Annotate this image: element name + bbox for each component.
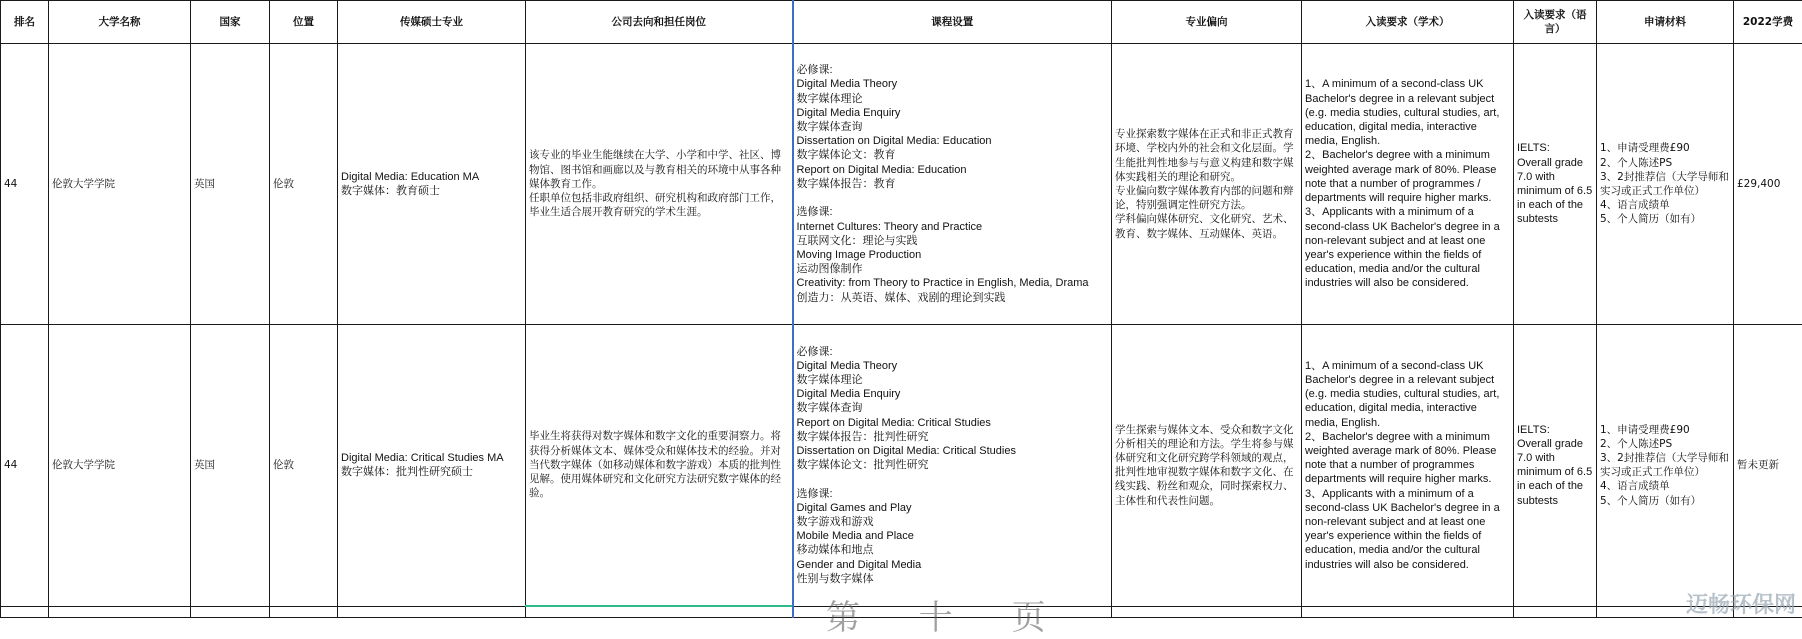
page-number-mark: 第 十 页 xyxy=(826,590,1070,639)
empty-cell[interactable] xyxy=(1,606,49,618)
rank-cell[interactable]: 44 xyxy=(1,44,49,325)
major-cell[interactable] xyxy=(338,325,526,607)
material-line: 3、2封推荐信（大学导师和实习或正式工作单位） xyxy=(1600,170,1730,198)
material-line: 5、个人简历（如有） xyxy=(1600,212,1730,226)
material-line: 3、2封推荐信（大学导师和实习或正式工作单位） xyxy=(1600,451,1730,479)
course-line: 必修课: xyxy=(797,63,1109,77)
header-row xyxy=(1,1,1802,44)
material-line: 4、语言成绩单 xyxy=(1600,198,1730,212)
academic-req-cell[interactable] xyxy=(1302,44,1514,325)
focus-line: 专业偏向数字媒体教育内部的问题和辩论，特别强调定性研究方法。 xyxy=(1115,184,1298,212)
empty-cell[interactable] xyxy=(338,606,526,618)
table-row xyxy=(1,44,1802,325)
header-cell[interactable]: 入读要求（语言） xyxy=(1514,1,1597,44)
course-line: 数字媒体报告：批判性研究 xyxy=(797,430,1109,444)
material-line: 1、申请受理费£90 xyxy=(1600,141,1730,155)
course-line: 数字媒体查询 xyxy=(797,401,1109,415)
courses-cell[interactable] xyxy=(793,44,1112,325)
country-cell[interactable]: 英国 xyxy=(191,44,270,325)
course-line: 移动媒体和地点 xyxy=(797,543,1109,557)
course-line: 数字媒体理论 xyxy=(797,373,1109,387)
selected-cell[interactable] xyxy=(526,606,793,618)
location-cell[interactable]: 伦敦 xyxy=(270,44,338,325)
empty-cell[interactable] xyxy=(1514,606,1597,618)
course-line: Creativity: from Theory to Practice in English, Media, Drama xyxy=(797,276,1109,290)
focus-line: 学科偏向媒体研究、文化研究、艺术、教育、数字媒体、互动媒体、英语。 xyxy=(1115,212,1298,240)
major-line: Digital Media: Education MA xyxy=(341,170,522,184)
course-line: Report on Digital Media: Education xyxy=(797,163,1109,177)
career-line: 任职单位包括非政府组织、研究机构和政府部门工作，毕业生适合展开教育研究的学术生涯。 xyxy=(529,191,789,219)
course-line: 数字媒体理论 xyxy=(797,92,1109,106)
header-cell[interactable]: 国家 xyxy=(191,1,270,44)
course-line: 创造力：从英语、媒体、戏剧的理论到实践 xyxy=(797,291,1109,305)
course-line: Internet Cultures: Theory and Practice xyxy=(797,220,1109,234)
focus-cell[interactable] xyxy=(1112,325,1302,607)
course-line: 数字媒体报告：教育 xyxy=(797,177,1109,191)
header-cell[interactable]: 课程设置 xyxy=(793,1,1112,44)
focus-line: 学生探索与媒体文本、受众和数字文化分析相关的理论和方法。学生将参与媒体研究和文化研究跨学科领域的观点，批判性地审视数字媒体和数字文化、在线实践、粉丝和观众，同时探索权力、主体性和代表性问题。 xyxy=(1115,423,1298,508)
materials-cell[interactable] xyxy=(1597,325,1734,607)
course-line: 选修课: xyxy=(797,205,1109,219)
course-line: 必修课: xyxy=(797,345,1109,359)
material-line: 1、申请受理费£90 xyxy=(1600,423,1730,437)
watermark: 迈畅环保网 xyxy=(1686,588,1796,619)
major-line: Digital Media: Critical Studies MA xyxy=(341,451,522,465)
fee-cell[interactable]: 暂未更新 xyxy=(1734,325,1802,607)
course-line: Digital Media Theory xyxy=(797,359,1109,373)
course-line: Digital Games and Play xyxy=(797,501,1109,515)
career-cell[interactable] xyxy=(526,325,793,607)
table-row xyxy=(1,325,1802,607)
header-cell[interactable]: 申请材料 xyxy=(1597,1,1734,44)
header-cell[interactable]: 入读要求（学术） xyxy=(1302,1,1514,44)
course-line: Digital Media Theory xyxy=(797,77,1109,91)
course-line: Mobile Media and Place xyxy=(797,529,1109,543)
material-line: 2、个人陈述PS xyxy=(1600,437,1730,451)
language-req-cell[interactable] xyxy=(1514,44,1597,325)
course-line: 数字媒体论文：批判性研究 xyxy=(797,458,1109,472)
fee-cell[interactable]: £29,400 xyxy=(1734,44,1802,325)
course-line: Report on Digital Media: Critical Studies xyxy=(797,416,1109,430)
material-line: 2、个人陈述PS xyxy=(1600,156,1730,170)
academic-line: 2、Bachelor's degree with a minimum weighted average mark of 80%. Please note that a number of programmes / departments will require higher marks. xyxy=(1305,148,1510,205)
career-line: 毕业生将获得对数字媒体和数字文化的重要洞察力。将获得分析媒体文本、媒体受众和媒体技术的经验。并对当代数字媒体（如移动媒体和数字游戏）本质的批判性见解。使用媒体研究和文化研究方法研究数字媒体的经验。 xyxy=(529,429,789,500)
course-line: 选修课: xyxy=(797,487,1109,501)
university-cell[interactable]: 伦敦大学学院 xyxy=(49,44,191,325)
language-line: Overall grade 7.0 with minimum of 6.5 in each of the subtests xyxy=(1517,156,1593,227)
location-cell[interactable]: 伦敦 xyxy=(270,325,338,607)
course-line: Moving Image Production xyxy=(797,248,1109,262)
empty-cell[interactable] xyxy=(270,606,338,618)
language-line: IELTS: xyxy=(1517,141,1593,155)
major-line: 数字媒体：教育硕士 xyxy=(341,184,522,198)
course-line: Digital Media Enquiry xyxy=(797,387,1109,401)
header-cell[interactable]: 公司去向和担任岗位 xyxy=(526,1,793,44)
course-line xyxy=(797,472,1109,486)
header-cell[interactable]: 2022学费 xyxy=(1734,1,1802,44)
focus-cell[interactable] xyxy=(1112,44,1302,325)
academic-line: 3、Applicants with a minimum of a second-class UK Bachelor's degree in a non-relevant subject and at least one year's experience within the fields of education, media and/or the cultural industries will also be considered. xyxy=(1305,487,1510,572)
course-line: 运动图像制作 xyxy=(797,262,1109,276)
header-cell[interactable]: 大学名称 xyxy=(49,1,191,44)
course-line: Gender and Digital Media xyxy=(797,558,1109,572)
academic-line: 2、Bachelor's degree with a minimum weighted average mark of 80%. Please note that a number of programmes departments will require higher marks. xyxy=(1305,430,1510,487)
header-cell[interactable]: 位置 xyxy=(270,1,338,44)
course-line: Dissertation on Digital Media: Education xyxy=(797,134,1109,148)
material-line: 5、个人简历（如有） xyxy=(1600,494,1730,508)
university-cell[interactable]: 伦敦大学学院 xyxy=(49,325,191,607)
major-line: 数字媒体：批判性研究硕士 xyxy=(341,465,522,479)
empty-cell[interactable] xyxy=(191,606,270,618)
courses-cell[interactable] xyxy=(793,325,1112,607)
major-cell[interactable] xyxy=(338,44,526,325)
language-line: Overall grade 7.0 with minimum of 6.5 in each of the subtests xyxy=(1517,437,1593,508)
course-line: Dissertation on Digital Media: Critical Studies xyxy=(797,444,1109,458)
course-line: 互联网文化：理论与实践 xyxy=(797,234,1109,248)
empty-cell[interactable] xyxy=(49,606,191,618)
header-cell[interactable]: 排名 xyxy=(1,1,49,44)
academic-line: 3、Applicants with a minimum of a second-class UK Bachelor's degree in a non-relevant subject and at least one year's experience within the fields of education, media and/or the cultural industries will also be considered. xyxy=(1305,205,1510,290)
language-line: IELTS: xyxy=(1517,423,1593,437)
rank-cell[interactable]: 44 xyxy=(1,325,49,607)
course-line: 数字媒体论文：教育 xyxy=(797,148,1109,162)
empty-cell[interactable] xyxy=(1112,606,1302,618)
country-cell[interactable]: 英国 xyxy=(191,325,270,607)
course-line: 数字媒体查询 xyxy=(797,120,1109,134)
course-line: 数字游戏和游戏 xyxy=(797,515,1109,529)
academic-req-cell[interactable] xyxy=(1302,325,1514,607)
career-cell[interactable] xyxy=(526,44,793,325)
language-req-cell[interactable] xyxy=(1514,325,1597,607)
academic-line: 1、A minimum of a second-class UK Bachelor's degree in a relevant subject (e.g. media studies, cultural studies, art, education, digital media, interactive media, English. xyxy=(1305,359,1510,430)
academic-line: 1、A minimum of a second-class UK Bachelor's degree in a relevant subject (e.g. media studies, cultural studies, art, education, digital media, interactive media, English. xyxy=(1305,77,1510,148)
header-cell[interactable]: 专业偏向 xyxy=(1112,1,1302,44)
empty-cell[interactable] xyxy=(1302,606,1514,618)
career-line: 该专业的毕业生能继续在大学、小学和中学、社区、博物馆、图书馆和画廊以及与教育相关的环境中从事各种媒体教育工作。 xyxy=(529,148,789,191)
header-cell[interactable]: 传媒硕士专业 xyxy=(338,1,526,44)
focus-line: 专业探索数字媒体在正式和非正式教育环境、学校内外的社会和文化层面。学生能批判性地参与与意义构建和数字媒体实践相关的理论和研究。 xyxy=(1115,127,1298,184)
course-line xyxy=(797,191,1109,205)
materials-cell[interactable] xyxy=(1597,44,1734,325)
course-line: Digital Media Enquiry xyxy=(797,106,1109,120)
course-line: 性别与数字媒体 xyxy=(797,572,1109,586)
material-line: 4、语言成绩单 xyxy=(1600,479,1730,493)
